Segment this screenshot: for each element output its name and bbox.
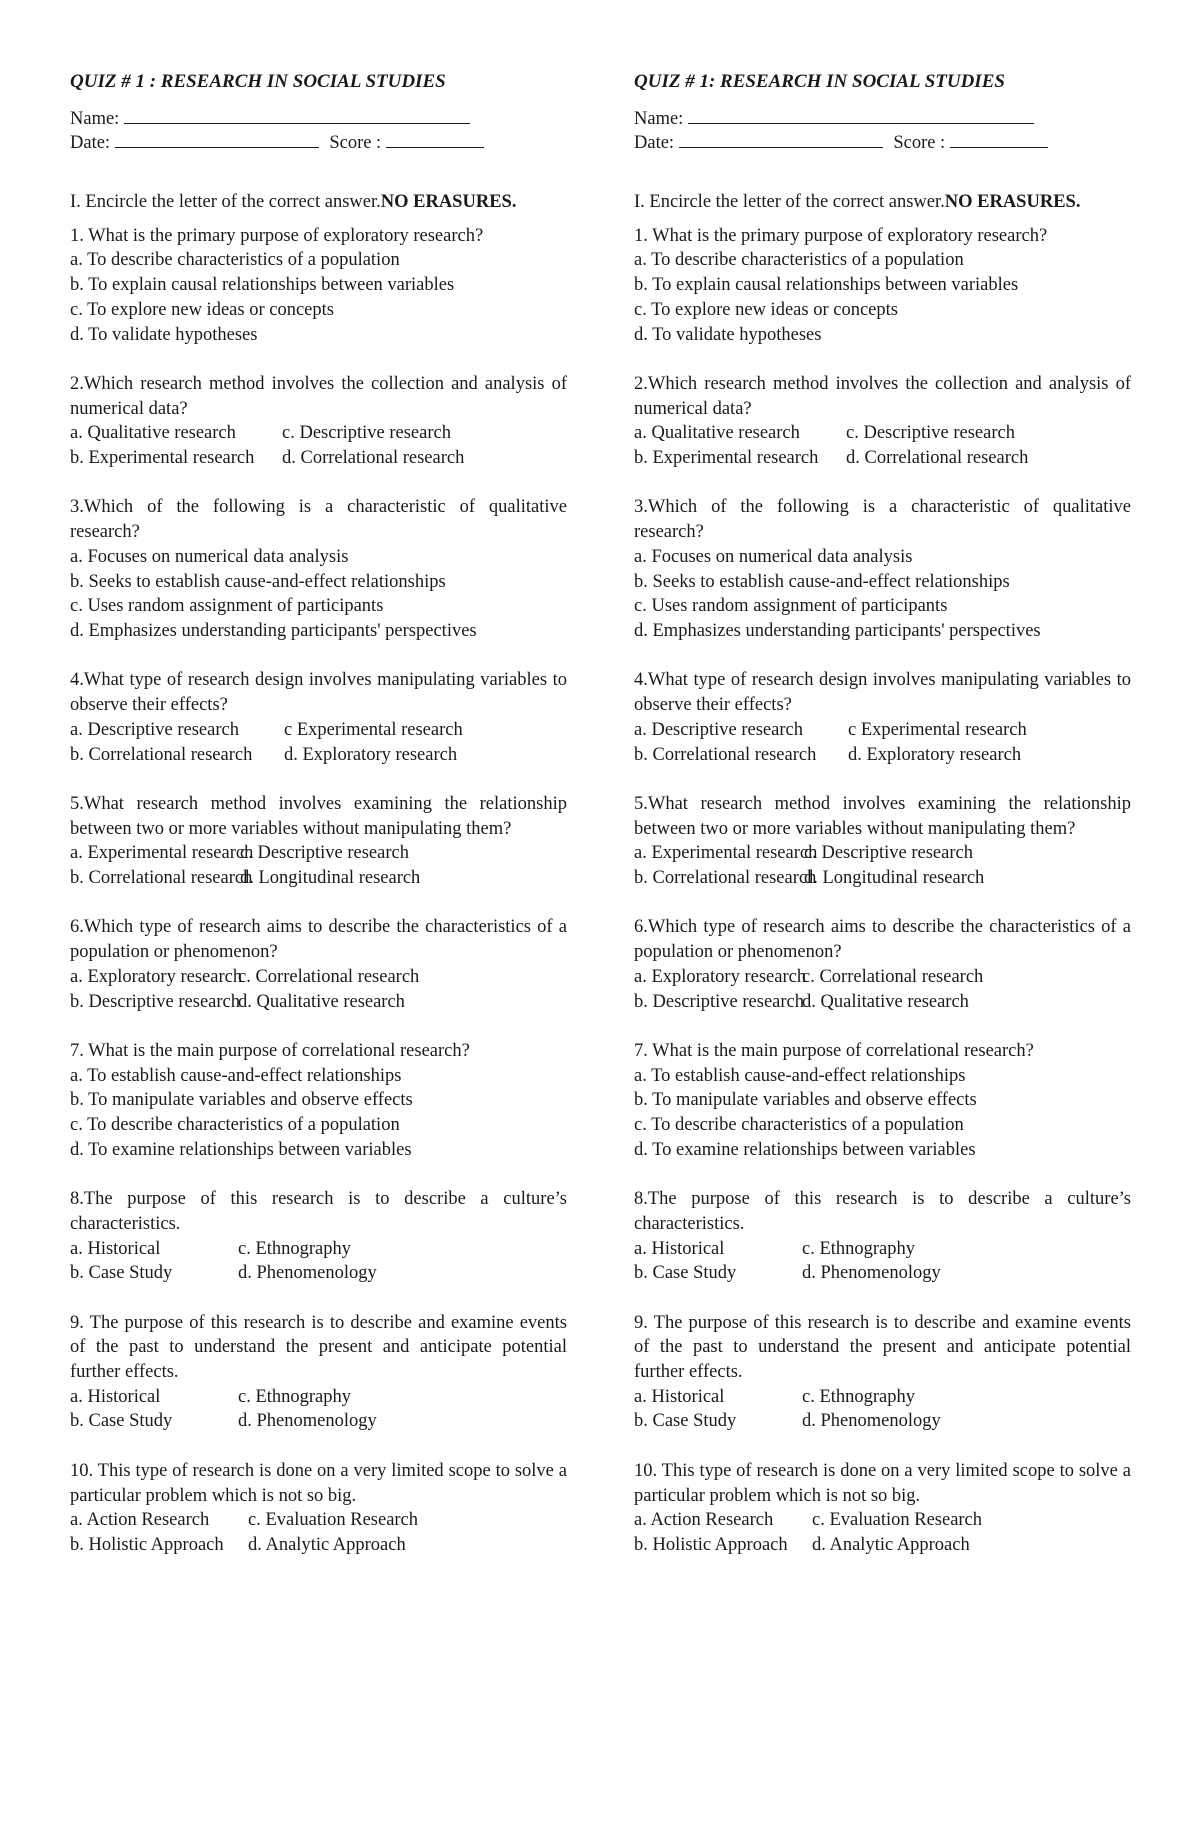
answer-option[interactable]: a. Focuses on numerical data analysis (70, 546, 349, 567)
question-list (70, 224, 567, 1558)
answer-option-row (70, 1508, 567, 1533)
answer-option[interactable]: d. To examine relationships between variables (70, 1139, 412, 1160)
answer-option-row (634, 1533, 1131, 1558)
question-stem: 2.Which research method involves the collection and analysis of numerical data? (634, 373, 1131, 419)
date-blank-line[interactable] (115, 132, 319, 148)
question-stem: 7. What is the main purpose of correlational research? (634, 1040, 1034, 1061)
question-6 (634, 915, 1131, 1014)
answer-option[interactable]: d. Qualitative research (802, 991, 969, 1012)
answer-option[interactable]: b. Experimental research (634, 448, 819, 469)
question-4 (70, 668, 567, 767)
question-7 (634, 1039, 1131, 1163)
answer-option[interactable]: b. To manipulate variables and observe effects (634, 1090, 977, 1111)
answer-option-row (634, 1237, 1131, 1262)
answer-option[interactable]: b. To explain causal relationships between variables (634, 275, 1019, 296)
question-8 (634, 1187, 1131, 1286)
question-5 (70, 792, 567, 891)
answer-option[interactable]: c. Ethnography (802, 1238, 916, 1259)
answer-option[interactable]: b. Case Study (70, 1411, 173, 1432)
answer-option[interactable]: c. Descriptive research (804, 843, 973, 864)
answer-option-row (634, 743, 1131, 768)
answer-option[interactable]: c Experimental research (848, 719, 1027, 740)
question-4 (634, 668, 1131, 767)
answer-option[interactable]: b. Descriptive research (634, 991, 805, 1012)
answer-option[interactable]: b. Descriptive research (70, 991, 241, 1012)
answer-option[interactable]: b. To explain causal relationships between variables (70, 275, 455, 296)
question-2 (634, 372, 1131, 471)
answer-option[interactable]: a. Historical (70, 1386, 161, 1407)
answer-option[interactable]: d. Analytic Approach (248, 1534, 406, 1555)
answer-option-row (70, 990, 567, 1015)
answer-option[interactable]: b. Correlational research (634, 868, 817, 888)
instruction-text: I. Encircle the letter of the correct answer. (634, 192, 945, 213)
answer-option[interactable]: b. Seeks to establish cause-and-effect relationships (634, 571, 1010, 592)
answer-option-row (634, 718, 1131, 743)
question-stem: 8.The purpose of this research is to describe a culture’s characteristics. (634, 1189, 1131, 1234)
answer-option[interactable]: d. Longitudinal research (804, 868, 985, 888)
answer-option[interactable]: c. Descriptive research (846, 423, 1015, 444)
name-field (70, 107, 567, 132)
instruction-bold-text: NO ERASURES. (944, 192, 1081, 213)
question-stem: 4.What type of research design involves manipulating variables to observe their effects? (634, 670, 1131, 716)
answer-option[interactable]: a. Action Research (634, 1510, 774, 1531)
date-score-field (634, 131, 1131, 156)
answer-option[interactable]: d. Qualitative research (238, 991, 405, 1012)
answer-option[interactable]: a. To establish cause-and-effect relationships (70, 1065, 402, 1086)
question-stem: 2.Which research method involves the collection and analysis of numerical data? (70, 373, 567, 419)
answer-option-row (634, 1385, 1131, 1410)
answer-option[interactable]: c. Evaluation Research (812, 1510, 983, 1531)
answer-option[interactable]: a. Qualitative research (70, 423, 236, 444)
question-stem: 1. What is the primary purpose of exploratory research? (70, 225, 484, 246)
answer-option-row (70, 841, 567, 866)
answer-option[interactable]: c. Ethnography (802, 1386, 916, 1407)
question-8 (70, 1187, 567, 1286)
score-blank-line[interactable] (386, 132, 484, 148)
answer-option[interactable]: d. Emphasizes understanding participants' perspectives (634, 621, 1041, 641)
answer-option[interactable]: c. To explore new ideas or concepts (634, 299, 898, 320)
answer-option[interactable]: d. Analytic Approach (812, 1534, 970, 1555)
quiz-column-left (70, 70, 567, 1558)
question-stem: 5.What research method involves examining the relationship between two or more variables without manipulating them? (70, 793, 567, 839)
question-stem: 6.Which type of research aims to describe the characteristics of a population or phenomenon? (70, 917, 567, 963)
date-label: Date: (634, 133, 675, 154)
answer-option[interactable]: c. Descriptive research (282, 423, 451, 444)
answer-option-row (70, 866, 567, 891)
name-blank-line[interactable] (688, 108, 1034, 124)
answer-option[interactable]: c. Correlational research (802, 966, 984, 987)
answer-option-row (70, 743, 567, 768)
answer-option-row (70, 1409, 567, 1434)
answer-option[interactable]: d. Emphasizes understanding participants' perspectives (70, 621, 477, 641)
answer-option[interactable]: a. Historical (70, 1238, 161, 1259)
answer-option[interactable]: b. Correlational research (634, 744, 817, 765)
answer-option[interactable]: b. Seeks to establish cause-and-effect relationships (70, 571, 446, 592)
question-7 (70, 1039, 567, 1163)
answer-option[interactable]: d. Phenomenology (802, 1263, 941, 1284)
question-5 (634, 792, 1131, 891)
answer-option[interactable]: c. Uses random assignment of participants (70, 596, 384, 617)
name-field (634, 107, 1131, 132)
answer-option[interactable]: b. Case Study (634, 1411, 737, 1432)
question-1 (634, 224, 1131, 348)
answer-option[interactable]: a. Exploratory research (70, 966, 243, 987)
question-3 (70, 495, 567, 643)
answer-option[interactable]: c. Uses random assignment of participants (634, 596, 948, 617)
answer-option[interactable]: a. Descriptive research (70, 719, 239, 740)
answer-option[interactable]: a. Exploratory research (634, 966, 807, 987)
answer-option[interactable]: a. To establish cause-and-effect relationships (634, 1065, 966, 1086)
answer-option[interactable]: d. To validate hypotheses (634, 324, 822, 345)
answer-option-row (634, 965, 1131, 990)
question-list (634, 224, 1131, 1558)
question-6 (70, 915, 567, 1014)
score-label: Score : (893, 133, 946, 154)
answer-option[interactable]: d. Correlational research (282, 448, 465, 469)
answer-option-row (634, 990, 1131, 1015)
score-blank-line[interactable] (950, 132, 1048, 148)
answer-option[interactable]: b. Holistic Approach (634, 1534, 788, 1555)
answer-option-row (634, 1261, 1131, 1286)
instructions (634, 190, 1131, 215)
answer-option[interactable]: c. To describe characteristics of a population (70, 1115, 400, 1135)
answer-option-row (634, 1409, 1131, 1434)
answer-option[interactable]: b. Holistic Approach (70, 1534, 224, 1555)
answer-option-row (634, 1508, 1131, 1533)
answer-option-row (634, 841, 1131, 866)
date-label: Date: (70, 133, 111, 154)
answer-option[interactable]: d. Phenomenology (802, 1411, 941, 1432)
answer-option[interactable]: b. Correlational research (70, 744, 253, 765)
question-stem: 4.What type of research design involves manipulating variables to observe their effects? (70, 670, 567, 716)
answer-option[interactable]: a. To describe characteristics of a population (70, 250, 400, 271)
answer-option[interactable]: a. Action Research (70, 1510, 210, 1531)
answer-option[interactable]: d. Exploratory research (848, 744, 1022, 765)
answer-option[interactable]: b. To manipulate variables and observe effects (70, 1090, 413, 1111)
question-stem: 3.Which of the following is a characteristic of qualitative research? (70, 497, 567, 543)
answer-option-row (70, 1533, 567, 1558)
answer-option-row (70, 1385, 567, 1410)
answer-option[interactable]: a. Experimental research (634, 843, 818, 864)
answer-option[interactable]: c. Ethnography (238, 1386, 352, 1407)
score-label: Score : (329, 133, 382, 154)
answer-option-row (70, 718, 567, 743)
answer-option-row (70, 1261, 567, 1286)
answer-option[interactable]: c. Ethnography (238, 1238, 352, 1259)
answer-option[interactable]: a. To describe characteristics of a population (634, 250, 964, 271)
question-3 (634, 495, 1131, 643)
answer-option[interactable]: c. Evaluation Research (248, 1510, 419, 1531)
answer-option[interactable]: b. Case Study (634, 1263, 737, 1284)
instruction-text: I. Encircle the letter of the correct answer. (70, 192, 381, 213)
answer-option[interactable]: d. Correlational research (846, 448, 1029, 469)
answer-option[interactable]: d. Phenomenology (238, 1263, 377, 1284)
answer-option[interactable]: d. To validate hypotheses (70, 324, 258, 345)
question-stem: 9. The purpose of this research is to describe and examine events of the past to understand the present and anticipate potential further effects. (70, 1312, 567, 1382)
answer-option[interactable]: a. Qualitative research (634, 423, 800, 444)
name-blank-line[interactable] (124, 108, 470, 124)
quiz-title: QUIZ # 1 : RESEARCH IN SOCIAL STUDIES (70, 71, 446, 92)
answer-option[interactable]: c Experimental research (284, 719, 463, 740)
answer-option[interactable]: c. Correlational research (238, 966, 420, 987)
name-label: Name: (70, 108, 120, 129)
question-stem: 3.Which of the following is a characteristic of qualitative research? (634, 497, 1131, 543)
instruction-bold-text: NO ERASURES. (380, 192, 517, 213)
answer-option-row (634, 866, 1131, 891)
answer-option[interactable]: a. Historical (634, 1238, 725, 1259)
answer-option-row (70, 965, 567, 990)
date-blank-line[interactable] (679, 132, 883, 148)
answer-option[interactable]: a. Descriptive research (634, 719, 803, 740)
answer-option[interactable]: d. Longitudinal research (240, 868, 421, 888)
instructions (70, 190, 567, 215)
answer-option[interactable]: b. Case Study (70, 1263, 173, 1284)
question-stem: 7. What is the main purpose of correlational research? (70, 1040, 470, 1061)
date-score-field (70, 131, 567, 156)
question-stem: 5.What research method involves examining the relationship between two or more variables without manipulating them? (634, 793, 1131, 839)
answer-option-row (634, 421, 1131, 446)
question-stem: 1. What is the primary purpose of exploratory research? (634, 225, 1048, 246)
question-10 (634, 1459, 1131, 1558)
question-stem: 8.The purpose of this research is to describe a culture’s characteristics. (70, 1189, 567, 1234)
name-label: Name: (634, 108, 684, 129)
answer-option[interactable]: a. Experimental research (70, 843, 254, 864)
answer-option[interactable]: b. Correlational research (70, 868, 253, 888)
answer-option-row (70, 1237, 567, 1262)
answer-option[interactable]: c. To describe characteristics of a population (634, 1115, 964, 1135)
question-stem: 6.Which type of research aims to describe the characteristics of a population or phenomenon? (634, 917, 1131, 963)
answer-option-row (70, 421, 567, 446)
quiz-column-right (634, 70, 1131, 1558)
question-1 (70, 224, 567, 348)
question-stem: 9. The purpose of this research is to describe and examine events of the past to understand the present and anticipate potential further effects. (634, 1312, 1131, 1382)
answer-option[interactable]: b. Experimental research (70, 448, 255, 469)
answer-option[interactable]: a. Focuses on numerical data analysis (634, 546, 913, 567)
answer-option[interactable]: d. To examine relationships between variables (634, 1139, 976, 1160)
answer-option[interactable]: d. Phenomenology (238, 1411, 377, 1432)
quiz-title: QUIZ # 1: RESEARCH IN SOCIAL STUDIES (634, 71, 1005, 92)
question-9 (634, 1311, 1131, 1435)
answer-option[interactable]: a. Historical (634, 1386, 725, 1407)
question-stem: 10. This type of research is done on a very limited scope to solve a particular problem which is not so big. (70, 1460, 567, 1506)
question-9 (70, 1311, 567, 1435)
answer-option[interactable]: c. To explore new ideas or concepts (70, 299, 334, 320)
answer-option-row (634, 446, 1131, 471)
answer-option[interactable]: c. Descriptive research (240, 843, 409, 864)
answer-option-row (70, 446, 567, 471)
answer-option[interactable]: d. Exploratory research (284, 744, 458, 765)
question-stem: 10. This type of research is done on a very limited scope to solve a particular problem which is not so big. (634, 1460, 1131, 1506)
question-2 (70, 372, 567, 471)
question-10 (70, 1459, 567, 1558)
